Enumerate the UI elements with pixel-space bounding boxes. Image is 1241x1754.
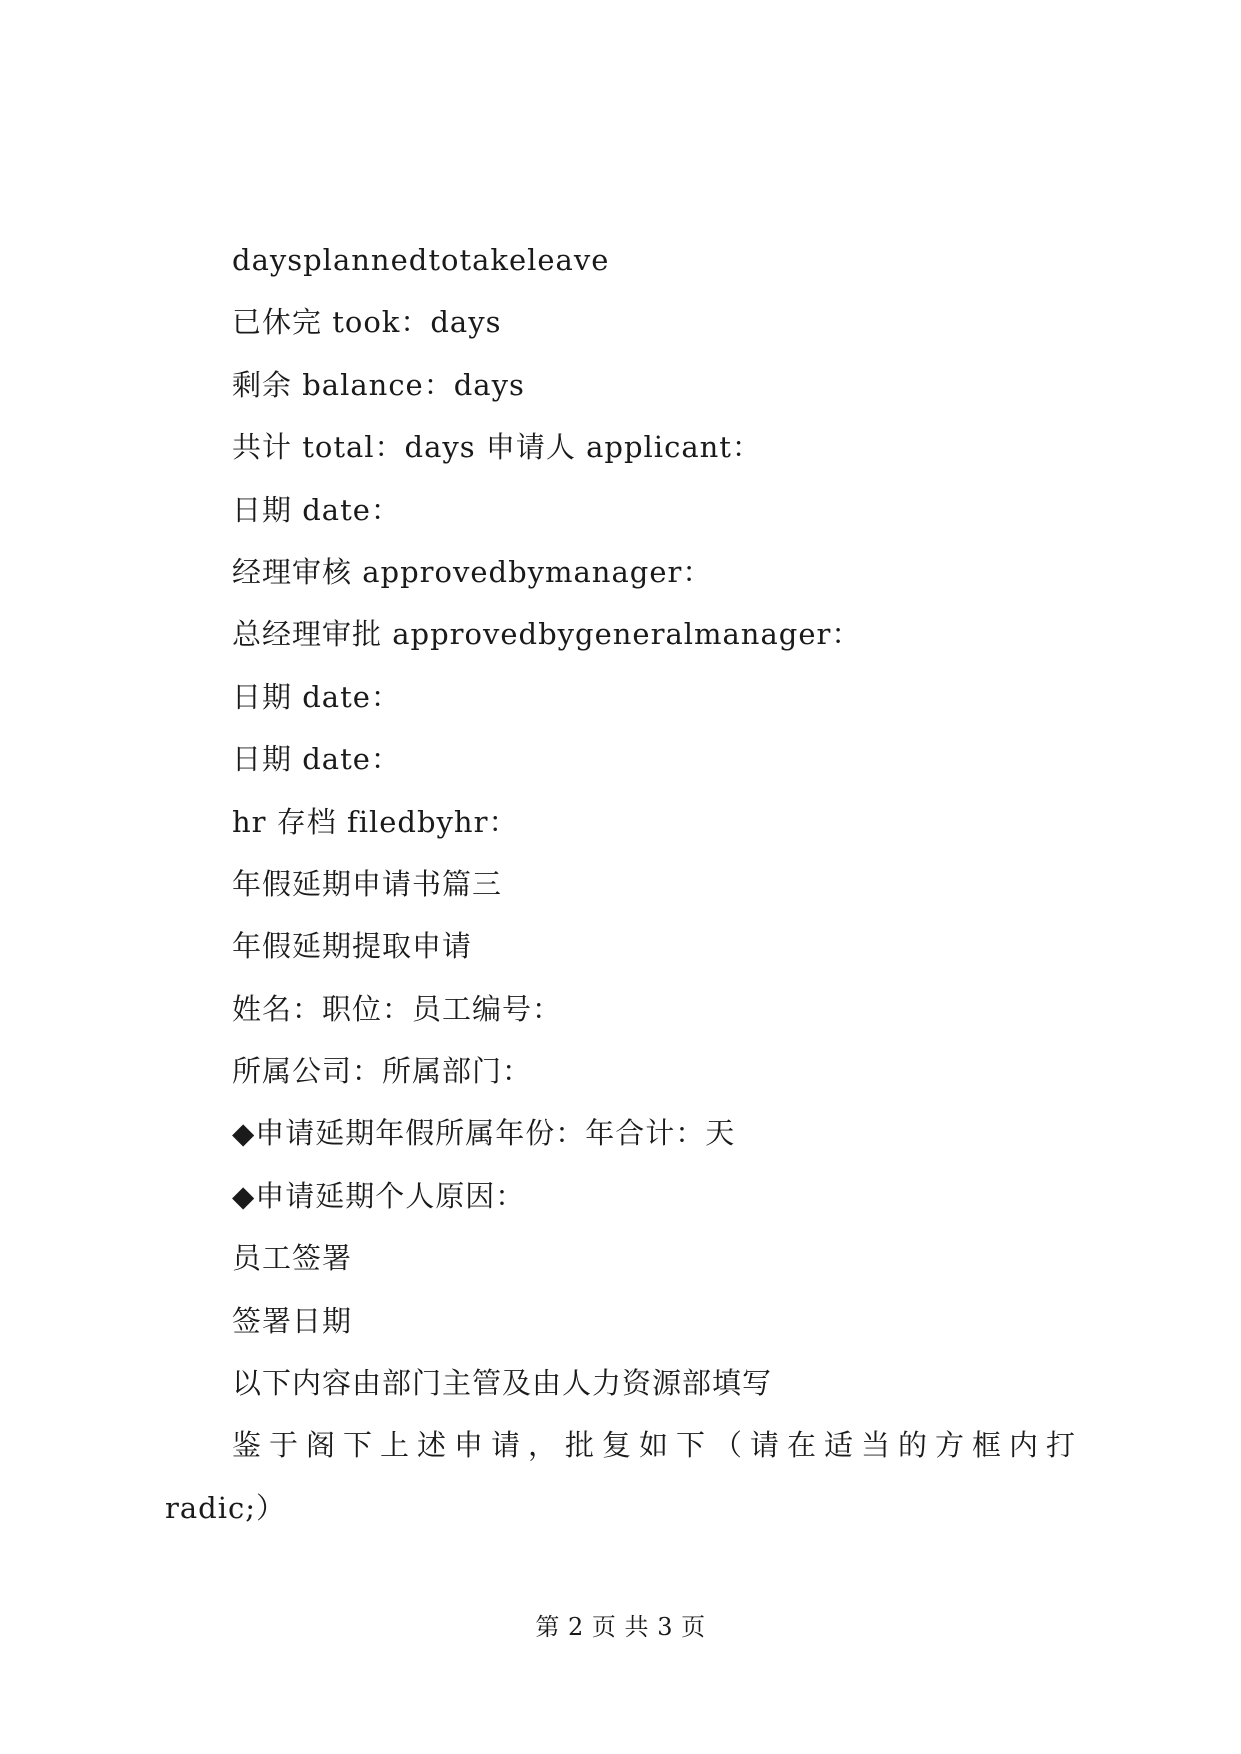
text-line: 员工签署 — [232, 1241, 353, 1276]
page-footer: 第 2 页 共 3 页 — [535, 1613, 706, 1641]
text-line: hr 存档 filedbyhr： — [232, 804, 519, 839]
text-line: 姓名：职位：员工编号： — [232, 991, 563, 1026]
text-line: 共计 total：days 申请人 applicant： — [232, 430, 762, 465]
text-line: 所属公司：所属部门： — [232, 1054, 533, 1089]
text-line: 总经理审批 approvedbygeneralmanager： — [232, 617, 862, 652]
section-heading: 年假延期申请书篇三 — [232, 866, 503, 901]
text-line: ◆申请延期年假所属年份：年合计：天 — [232, 1116, 736, 1151]
text-line: 已休完 took：days — [232, 305, 502, 340]
text-line: 日期 date： — [232, 742, 401, 777]
paragraph-first-line: 鉴于阁下上述申请，批复如下（请在适当的方框内打 — [232, 1428, 1084, 1463]
text-line: daysplannedtotakeleave — [232, 243, 610, 277]
form-title: 年假延期提取申请 — [232, 929, 473, 964]
document-body — [165, 229, 1085, 1539]
text-line: 剩余 balance：days — [232, 367, 525, 402]
text-line: 签署日期 — [232, 1303, 353, 1338]
text-line: 以下内容由部门主管及由人力资源部填写 — [232, 1366, 773, 1401]
text-line: 日期 date： — [232, 679, 401, 714]
text-line: 日期 date： — [232, 492, 401, 527]
paragraph-second-line: radic;） — [165, 1490, 287, 1525]
text-line: 经理审核 approvedbymanager： — [232, 554, 713, 589]
text-line: ◆申请延期个人原因： — [232, 1178, 526, 1213]
